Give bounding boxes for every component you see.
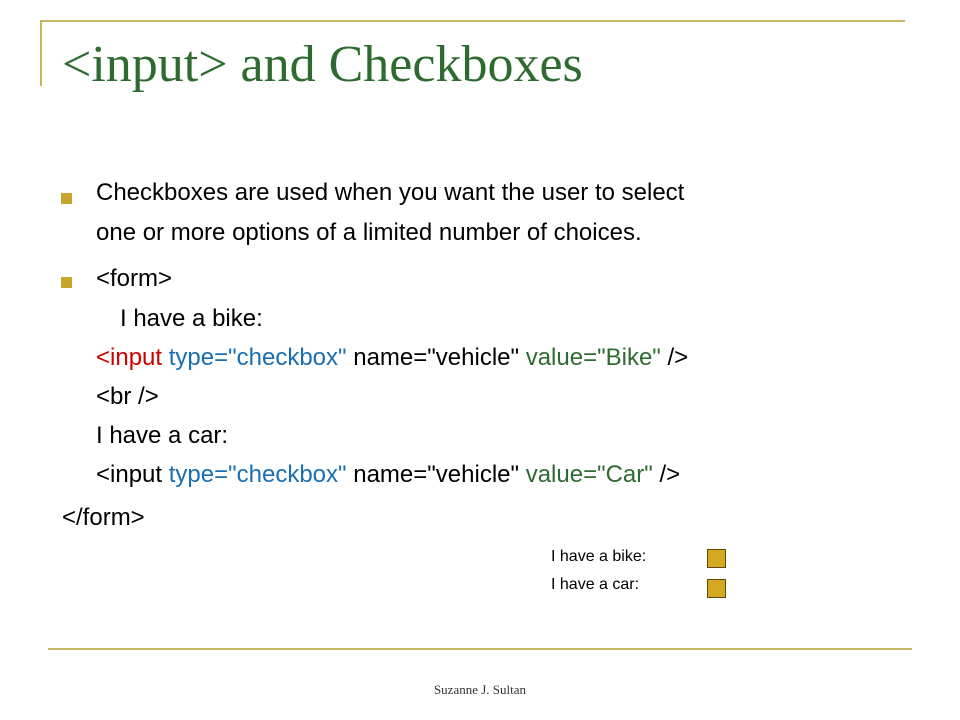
code-input-tag: <input	[96, 461, 163, 488]
code-car-label-text: I have a car:	[96, 422, 229, 449]
code-type-attr: type="checkbox"	[168, 461, 347, 488]
code-name-attr: name="vehicle"	[353, 344, 520, 371]
code-form-close	[62, 503, 145, 533]
code-name-attr: name="vehicle"	[353, 461, 520, 488]
code-bike-input	[96, 343, 688, 373]
code-br	[96, 382, 159, 412]
code-car-label	[96, 421, 228, 451]
footer-author: Suzanne J. Sultan	[433, 682, 527, 697]
demo-bike-label: I have a bike:	[551, 548, 647, 565]
code-car-input	[96, 460, 680, 490]
code-type-attr: type="checkbox"	[168, 344, 347, 371]
frame-left-rule	[40, 20, 42, 86]
code-value-attr: value="Bike"	[525, 344, 661, 371]
bullet-text-line-1: Checkboxes are used when you want the user to select	[96, 179, 685, 206]
bullet-marker	[61, 277, 72, 288]
code-br-tag: <br />	[96, 383, 159, 410]
code-value-attr: value="Car"	[525, 461, 653, 488]
demo-bike-checkbox[interactable]	[707, 549, 726, 568]
bullet-text-line-2: one or more options of a limited number of choices.	[96, 219, 642, 246]
code-close-tag: />	[667, 344, 689, 371]
code-bike-label-text: I have a bike:	[120, 305, 263, 332]
bullet-marker	[61, 193, 72, 204]
code-form-open	[96, 264, 172, 294]
code-close-tag: />	[659, 461, 681, 488]
slide-title: <input> and Checkboxes	[62, 36, 583, 93]
demo-car-checkbox[interactable]	[707, 579, 726, 598]
code-bike-label	[120, 304, 263, 334]
demo-car-label: I have a car:	[551, 576, 640, 593]
code-input-tag: <input	[96, 344, 163, 371]
code-form-open-tag: <form>	[96, 265, 173, 292]
code-form-close-tag: </form>	[62, 504, 145, 531]
frame-top-rule	[40, 20, 905, 22]
frame-bottom-rule	[48, 648, 912, 650]
